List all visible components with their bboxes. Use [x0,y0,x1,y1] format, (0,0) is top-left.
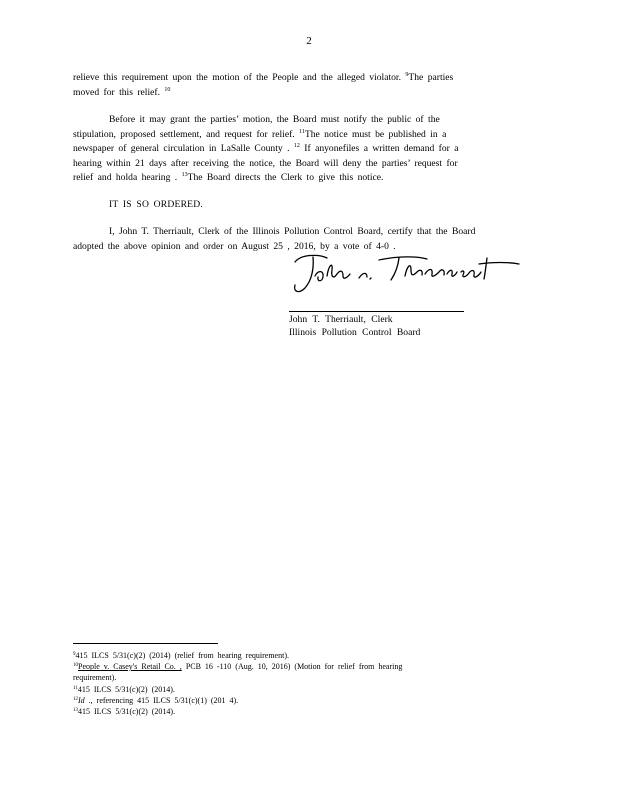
so-ordered: IT IS SO ORDERED. [109,199,203,210]
paragraph-text: newspaper of general circulation in LaSalle County . [73,143,290,155]
paragraph-text: relieve this requirement upon the motion of the People and the alleged violator. [73,72,401,83]
paragraph-text: moved for this relief. [73,86,160,98]
footnote-item [73,650,483,661]
page-number: 2 [306,35,312,47]
footnote-text: 415 ILCS 5/31(c)(2) (2014). [78,707,176,717]
footnote-text: PCB 16 -110 (Aug. 10, 2016) (Motion for relief from hearing [181,662,403,672]
signature-line [289,311,464,312]
footnote-item [73,695,483,706]
footnote-ref: 10 [164,86,171,93]
footnote-number: 12 [73,696,78,702]
paragraph-text: If anyonefiles a written demand for a [304,143,459,155]
paragraph-text: hearing within 21 days after receiving the notice, the Board will deny the parties’ request for [73,157,458,169]
footnote-text: requirement). [73,673,117,683]
clerk-name: John T. Therriault, Clerk [289,314,393,325]
paragraph-text: relief and holda hearing . [73,172,178,184]
footnote-number: 9 [73,652,76,657]
certification-text: adopted the above opinion and order on August 25 , 2016, by a vote of 4-0 . [73,240,396,252]
paragraph-relief-requirement [73,71,533,100]
footnote-separator [73,643,218,644]
paragraph-text: The Board directs the Clerk to give this notice. [187,172,384,184]
paragraph-text: The parties [408,72,454,83]
footnote-number: 10 [73,663,78,669]
paragraph-text: stipulation, proposed settlement, and request for relief. [73,128,295,140]
footnote-ref: 9 [405,72,409,78]
paragraph-text: The notice must be published in a [304,128,447,140]
footnote-item [73,672,483,683]
footnote-ref: 11 [299,128,305,135]
clerk-signature-image [287,252,527,298]
footnote-number: 13 [73,708,78,714]
footnote-text: People v. Casey's Retail Co. , [78,662,182,672]
footnote-item [73,661,483,672]
paragraph-certification [73,225,533,254]
footnote-number: 11 [73,685,78,691]
footnotes [73,650,483,717]
footnote-ref: 12 [293,143,300,150]
certification-text: I, John T. Therriault, Clerk of the Illinois Pollution Control Board, certify that the Board [109,226,476,237]
paragraph-notice [73,113,533,186]
footnote-text: Id [78,695,85,705]
signature-block [289,314,420,339]
footnote-item [73,706,483,717]
footnote-item [73,684,483,695]
paragraph-text: Before it may grant the parties’ motion, the Board must notify the public of the [109,114,440,125]
footnote-text: ., referencing 415 ILCS 5/31(c)(1) (201 4). [84,695,239,705]
footnote-ref: 13 [181,172,188,179]
footnote-text: 415 ILCS 5/31(c)(2) (2014). [77,684,175,694]
footnote-text: 415 ILCS 5/31(c)(2) (2014) (relief from hearing requirement). [75,651,289,660]
board-name: Illinois Pollution Control Board [289,326,421,338]
